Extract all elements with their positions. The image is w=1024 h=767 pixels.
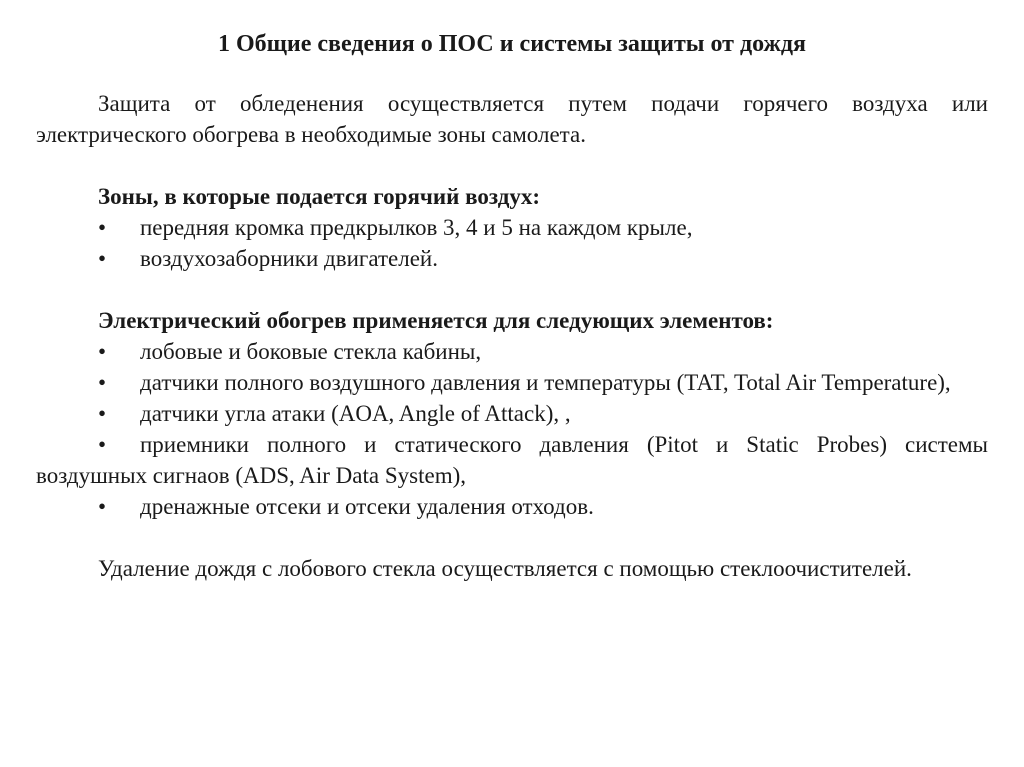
spacer bbox=[36, 150, 988, 181]
hot-air-list bbox=[36, 212, 988, 274]
page-title: 1 Общие сведения о ПОС и системы защиты от дождя bbox=[217, 31, 807, 57]
list-item: • дренажные отсеки и отсеки удаления отходов. bbox=[36, 491, 988, 522]
list-item: • лобовые и боковые стекла кабины, bbox=[36, 336, 988, 367]
electric-heading: Электрический обогрев применяется для следующих элементов: bbox=[98, 308, 774, 333]
bullet-icon: • bbox=[98, 246, 107, 271]
spacer bbox=[36, 274, 988, 305]
list-item: • передняя кромка предкрылков 3, 4 и 5 на каждом крыле, bbox=[36, 212, 988, 243]
bullet-icon: • bbox=[98, 401, 107, 426]
bullet-icon: • bbox=[98, 494, 107, 519]
list-item: • воздухозаборники двигателей. bbox=[36, 243, 988, 274]
spacer bbox=[36, 522, 988, 553]
electric-list bbox=[36, 336, 988, 522]
list-item: • приемники полного и статического давления (Pitot и Static Probes) системы воздушных сигнаов (ADS, Air Data System), bbox=[36, 429, 988, 491]
list-item: • датчики полного воздушного давления и температуры (TAT, Total Air Temperature), bbox=[36, 367, 988, 398]
bullet-icon: • bbox=[98, 432, 107, 457]
bullet-icon: • bbox=[98, 370, 107, 395]
rain-paragraph: Удаление дождя с лобового стекла осуществляется с помощью стеклоочистителей. bbox=[98, 556, 912, 581]
hot-air-heading: Зоны, в которые подается горячий воздух: bbox=[98, 184, 540, 209]
bullet-icon: • bbox=[98, 339, 107, 364]
bullet-icon: • bbox=[98, 215, 107, 240]
intro-paragraph: Защита от обледенения осуществляется путем подачи горячего воздуха или электрического обогрева в необходимые зоны самолета. bbox=[36, 91, 988, 147]
list-item: • датчики угла атаки (AOA, Angle of Attack), , bbox=[36, 398, 988, 429]
